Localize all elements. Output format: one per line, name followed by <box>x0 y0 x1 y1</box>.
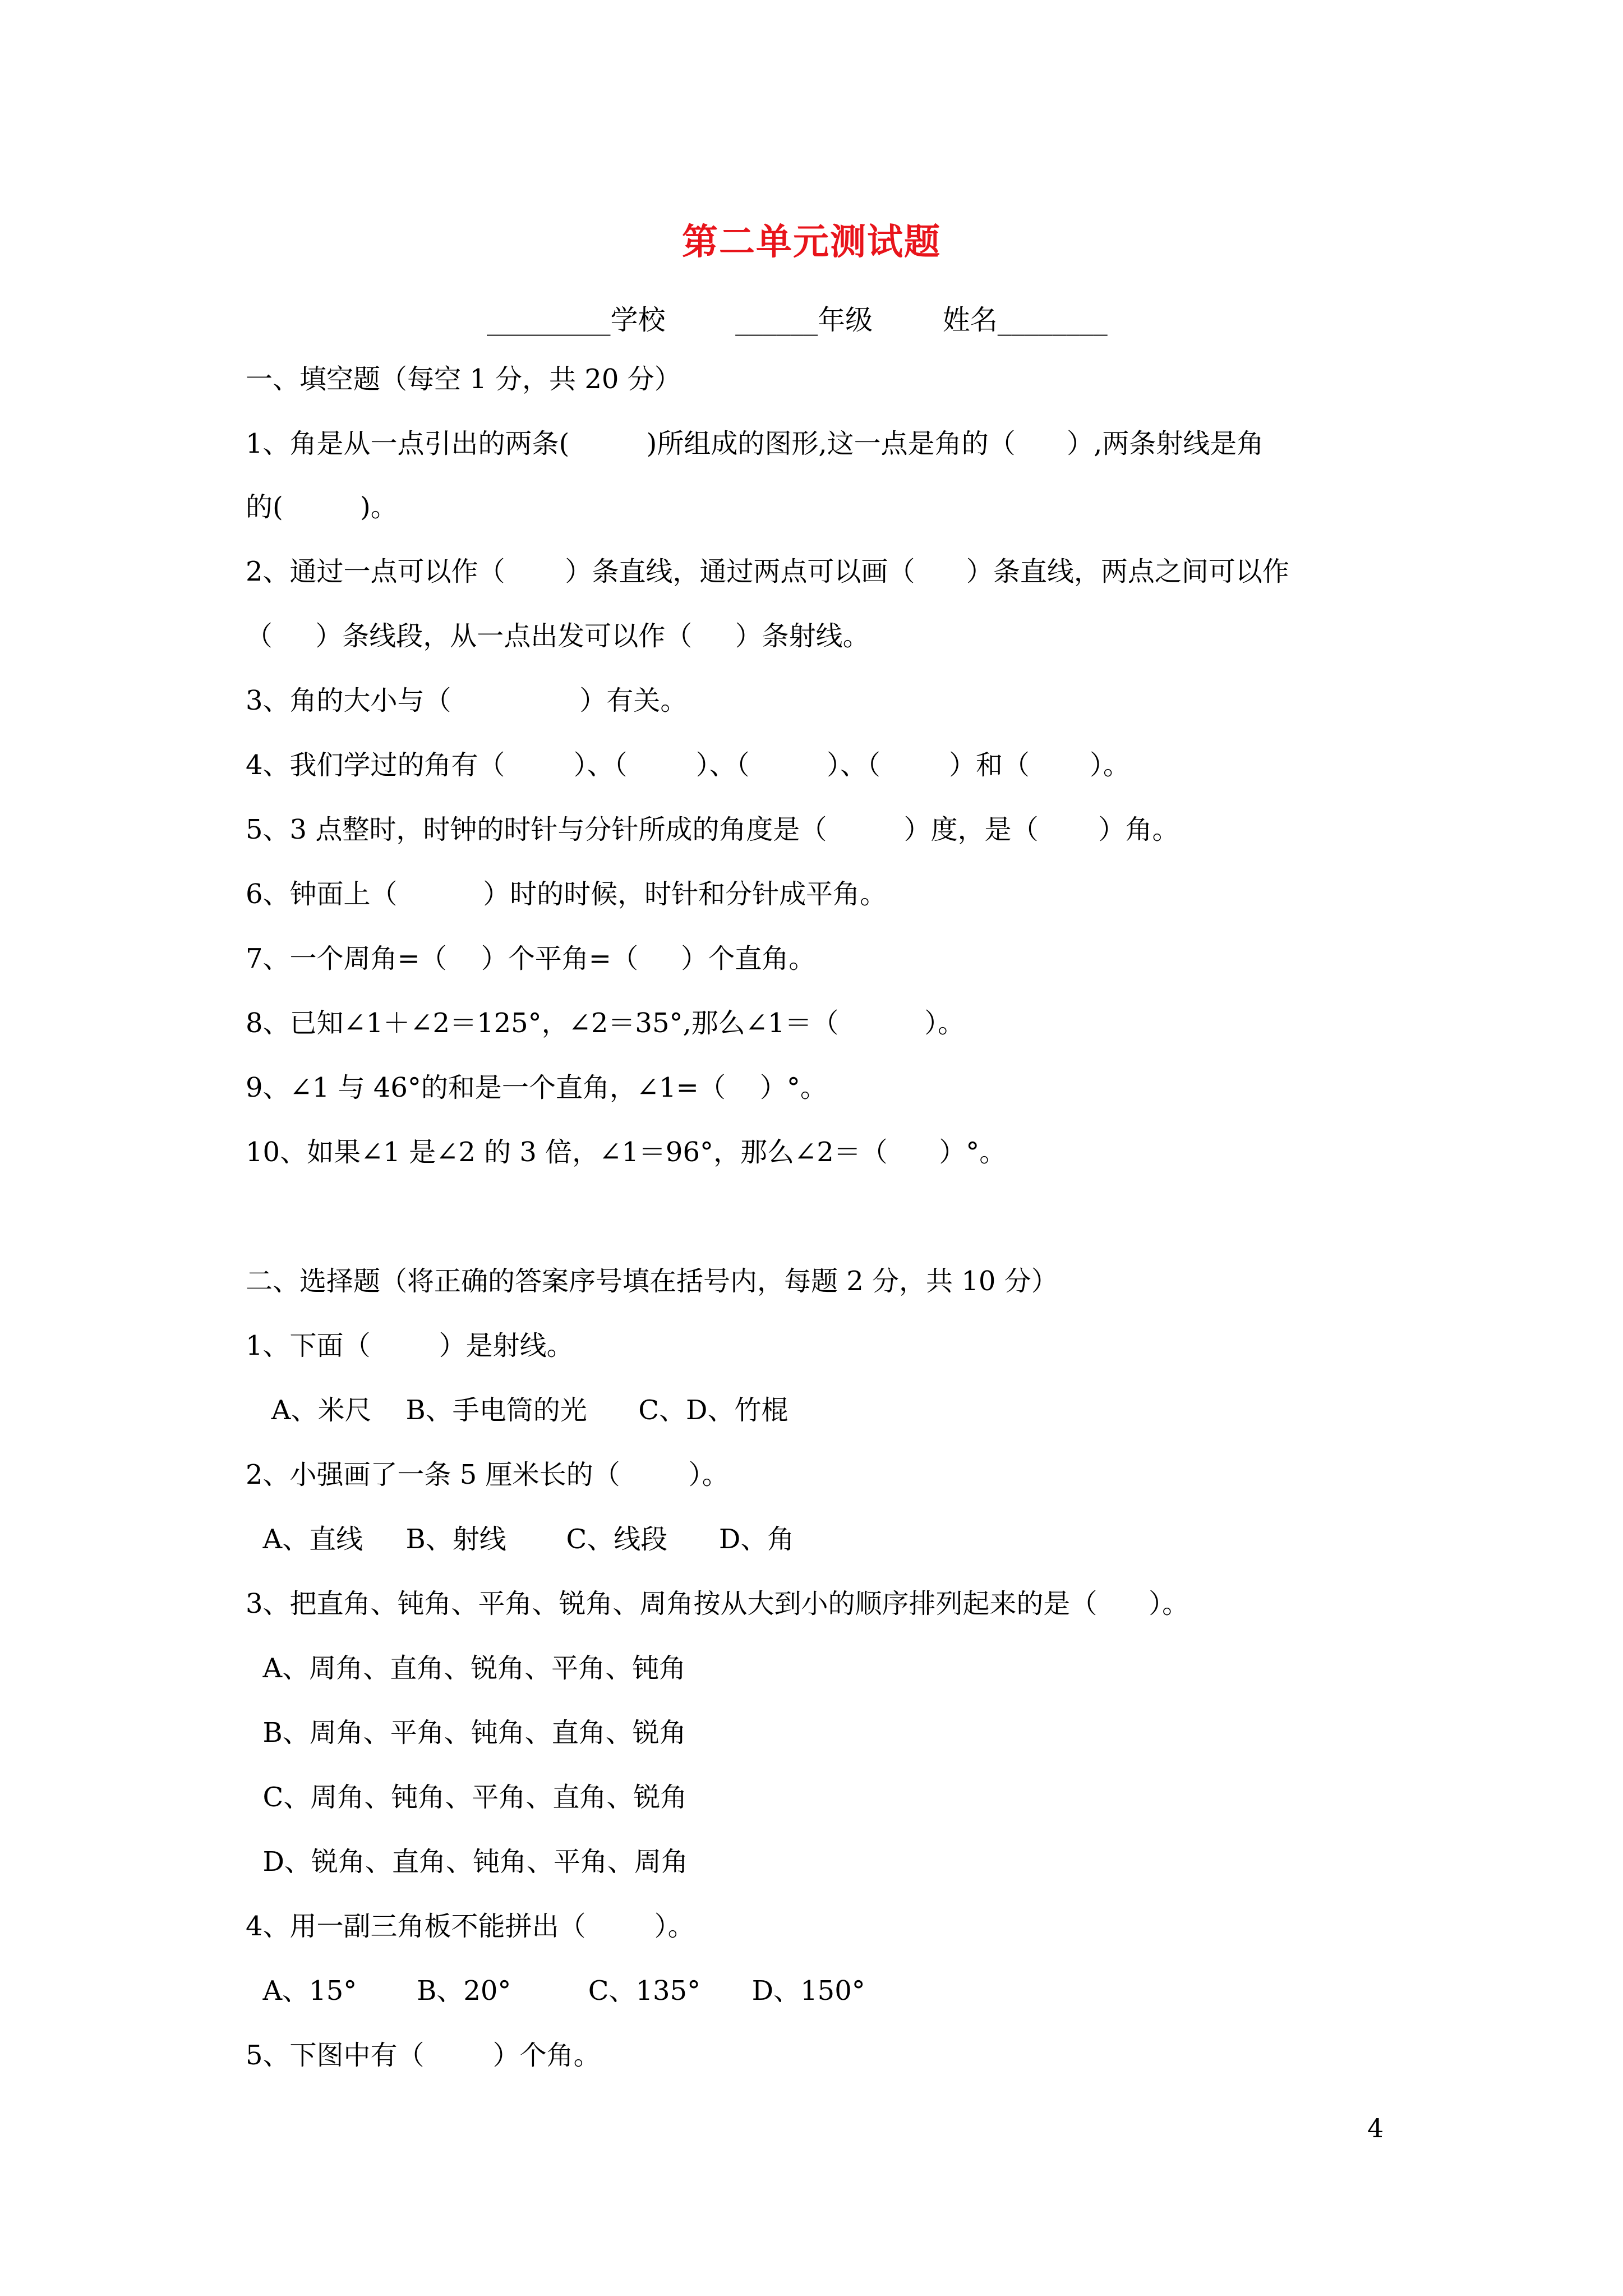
question-line: 8、已知∠1＋∠2＝125°，∠2＝35°,那么∠1＝（ ）。 <box>246 1007 965 1039</box>
option-line: A、15° B、20° C、135° D、150° <box>246 1975 865 2007</box>
option-line: A、米尺 B、手电筒的光 C、D、竹棍 <box>246 1395 789 1426</box>
question-line: 4、我们学过的角有（ ）、（ ）、（ ）、（ ）和（ ）。 <box>246 749 1130 781</box>
question-line: 5、3 点整时，时钟的时针与分针所成的角度是（ ）度，是（ ）角。 <box>246 814 1179 845</box>
question-line: 7、一个周角=（ ）个平角=（ ）个直角。 <box>246 943 816 974</box>
section-heading: 一、填空题（每空 1 分，共 20 分） <box>246 364 681 395</box>
section-heading: 二、选择题（将正确的答案序号填在括号内，每题 2 分，共 10 分） <box>246 1266 1058 1297</box>
option-line: A、直线 B、射线 C、线段 D、角 <box>246 1524 795 1555</box>
question-line: 4、用一副三角板不能拼出（ ）。 <box>246 1911 695 1942</box>
page-number: 4 <box>1367 2113 1384 2143</box>
question-line: 1、下面（ ）是射线。 <box>246 1330 574 1361</box>
question-line: 3、角的大小与（ ）有关。 <box>246 685 688 716</box>
page-title: 第二单元测试题 <box>682 221 941 263</box>
question-line: 2、小强画了一条 5 厘米长的（ ）。 <box>246 1459 729 1490</box>
option-line: B、周角、平角、钝角、直角、锐角 <box>246 1717 686 1749</box>
question-line: 6、钟面上（ ）时的时候，时针和分针成平角。 <box>246 878 887 910</box>
option-line: D、锐角、直角、钝角、平角、周角 <box>246 1846 689 1878</box>
student-info-line: _________学校 ______年级 姓名________ <box>487 304 1108 336</box>
question-line: 3、把直角、钝角、平角、锐角、周角按从大到小的顺序排列起来的是（ ）。 <box>246 1588 1189 1619</box>
question-line: 9、∠1 与 46°的和是一个直角，∠1=（ ）°。 <box>246 1072 827 1103</box>
option-line: A、周角、直角、锐角、平角、钝角 <box>246 1653 686 1684</box>
question-line: 1、角是从一点引出的两条( )所组成的图形,这一点是角的（ ）,两条射线是角 <box>246 428 1264 459</box>
question-line: 的( )。 <box>246 491 398 523</box>
question-line: 2、通过一点可以作（ ）条直线，通过两点可以画（ ）条直线，两点之间可以作 <box>246 556 1289 587</box>
question-line: （ ）条线段，从一点出发可以作（ ）条射线。 <box>246 620 870 652</box>
question-line: 5、下图中有（ ）个角。 <box>246 2040 601 2071</box>
question-line: 10、如果∠1 是∠2 的 3 倍，∠1＝96°，那么∠2＝（ ）°。 <box>246 1137 1007 1168</box>
option-line: C、周角、钝角、平角、直角、锐角 <box>246 1782 688 1813</box>
